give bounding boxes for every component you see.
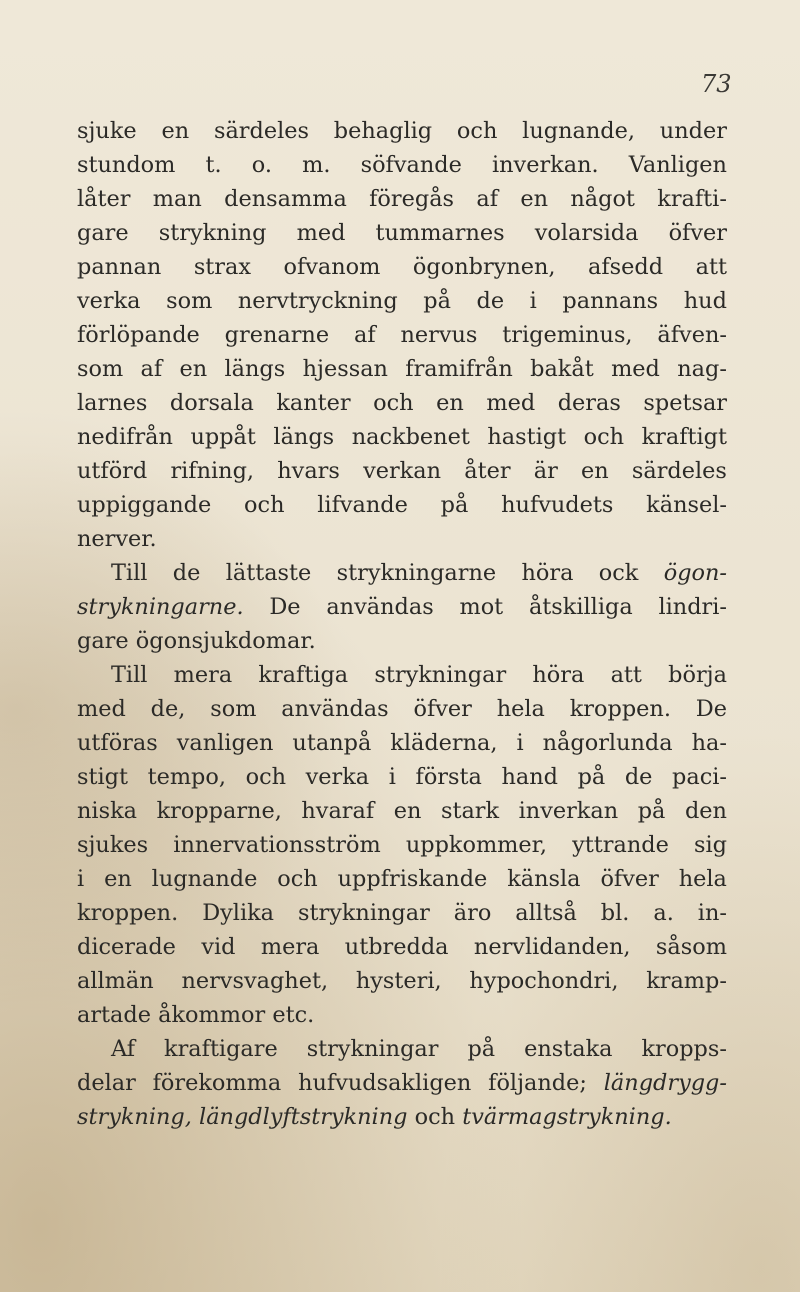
word: densamma: [224, 186, 347, 212]
word: ock: [598, 560, 639, 586]
text-line: [77, 454, 727, 488]
word: rifning,: [170, 458, 255, 484]
word: kläderna,: [390, 730, 498, 756]
word: som: [166, 288, 213, 314]
word: under: [659, 118, 727, 144]
word: förlöpande: [77, 322, 200, 348]
word: och: [456, 118, 498, 144]
word: på: [423, 288, 451, 314]
word: särdeles: [213, 118, 309, 144]
text-line: [77, 760, 727, 794]
word: etc.: [272, 1002, 315, 1028]
word: strykning: [158, 220, 267, 246]
word: åkommor: [158, 1002, 266, 1028]
word: strykningarne.: [77, 594, 244, 620]
word: på: [467, 1036, 496, 1062]
word: med: [486, 390, 536, 416]
word: dicerade: [77, 934, 176, 960]
word: hypochondri,: [469, 968, 619, 994]
word: lättaste: [225, 560, 312, 586]
word: bl.: [600, 900, 630, 926]
word: vanligen: [176, 730, 274, 756]
word: är: [533, 458, 558, 484]
text-line: [77, 284, 727, 318]
word: hjessan: [302, 356, 388, 382]
text-line: [77, 488, 727, 522]
word: en: [393, 798, 422, 824]
word: ögonsjukdomar.: [135, 628, 316, 654]
word: Af: [111, 1036, 136, 1062]
word: de,: [150, 696, 186, 722]
word: de: [624, 764, 653, 790]
word: utanpå: [292, 730, 372, 756]
word: i: [516, 730, 524, 756]
word: låter: [77, 186, 131, 212]
text-line: [77, 658, 727, 692]
word: särdeles: [631, 458, 727, 484]
word: uppåt: [190, 424, 256, 450]
word: höra: [521, 560, 574, 586]
word: tvärmagstrykning.: [462, 1104, 672, 1130]
word: a.: [653, 900, 674, 926]
word: nervtryckning: [237, 288, 398, 314]
word: strykningar: [306, 1036, 439, 1062]
word: längs: [273, 424, 335, 450]
word: lindri-: [658, 594, 727, 620]
word: sig: [693, 832, 727, 858]
word: De: [695, 696, 727, 722]
word: strykningar: [374, 662, 507, 688]
word: äfven-: [657, 322, 727, 348]
word: inverkan: [518, 798, 619, 824]
word: strykning,: [77, 1104, 192, 1130]
word: nervlidanden,: [473, 934, 631, 960]
word: pannan: [77, 254, 162, 280]
word: i: [77, 866, 85, 892]
text-line: [77, 1066, 727, 1100]
word: nerver.: [77, 526, 157, 552]
word: strykningar: [298, 900, 430, 926]
word: stundom: [77, 152, 176, 178]
word: verkan: [363, 458, 442, 484]
text-line: [77, 1100, 727, 1134]
word: Till: [111, 560, 148, 586]
word: af: [140, 356, 163, 382]
word: hud: [683, 288, 727, 314]
word: enstaka: [524, 1036, 613, 1062]
word: och: [245, 764, 287, 790]
word: m.: [302, 152, 331, 178]
word: såsom: [655, 934, 727, 960]
word: verka: [77, 288, 141, 314]
text-line: [77, 624, 727, 658]
word: mera: [260, 934, 320, 960]
text-line: [77, 896, 727, 930]
word: en: [520, 186, 549, 212]
word: ofvanom: [283, 254, 381, 280]
word: en: [104, 866, 132, 892]
text-line: [77, 556, 727, 590]
text-line: [77, 250, 727, 284]
word: som: [210, 696, 257, 722]
word: längdrygg-: [603, 1070, 727, 1096]
word: öfver: [413, 696, 472, 722]
word: nedifrån: [77, 424, 173, 450]
word: mot: [459, 594, 504, 620]
text-line: [77, 216, 727, 250]
word: larnes: [77, 390, 148, 416]
word: framifrån: [405, 356, 513, 382]
word: ögonbrynen,: [412, 254, 556, 280]
word: hastigt: [487, 424, 567, 450]
word: en: [436, 390, 464, 416]
word: strax: [193, 254, 251, 280]
word: känsel-: [646, 492, 727, 518]
text-line: [77, 148, 727, 182]
word: kraftiga: [258, 662, 349, 688]
word: spetsar: [643, 390, 727, 416]
text-line: [77, 114, 727, 148]
word: någorlunda: [542, 730, 673, 756]
word: hand: [501, 764, 558, 790]
body-text: [77, 114, 727, 1134]
word: en: [161, 118, 190, 144]
text-line: [77, 420, 727, 454]
word: volarsida: [534, 220, 639, 246]
word: de: [172, 560, 201, 586]
word: delar: [77, 1070, 136, 1096]
word: hvars: [277, 458, 340, 484]
word: vid: [201, 934, 236, 960]
word: strykningarne: [336, 560, 497, 586]
word: med: [77, 696, 126, 722]
word: hufvudsakligen: [298, 1070, 472, 1096]
word: första: [415, 764, 482, 790]
word: Till: [111, 662, 148, 688]
word: på: [440, 492, 469, 518]
word: nervus: [400, 322, 478, 348]
word: uppkommer,: [405, 832, 548, 858]
word: hysteri,: [355, 968, 442, 994]
word: hela: [496, 696, 545, 722]
word: öfver: [600, 866, 659, 892]
word: tummarnes: [375, 220, 505, 246]
text-line: [77, 828, 727, 862]
word: söfvande: [360, 152, 462, 178]
word: i: [388, 764, 396, 790]
word: börja: [668, 662, 727, 688]
word: inverkan.: [491, 152, 599, 178]
word: förekomma: [152, 1070, 282, 1096]
word: som: [77, 356, 124, 382]
text-line: [77, 794, 727, 828]
word: och: [277, 866, 318, 892]
word: innervationsström: [173, 832, 381, 858]
word: afsedd: [588, 254, 664, 280]
word: kropps-: [641, 1036, 727, 1062]
word: föregås: [369, 186, 455, 212]
word: Vanligen: [628, 152, 727, 178]
word: utföras: [77, 730, 158, 756]
word: sjuke: [77, 118, 137, 144]
word: yttrande: [572, 832, 669, 858]
word: hela: [678, 866, 727, 892]
word: allmän: [77, 968, 154, 994]
word: krafti-: [657, 186, 727, 212]
word: man: [152, 186, 202, 212]
word: De: [269, 594, 301, 620]
word: deras: [557, 390, 621, 416]
word: alltså: [515, 900, 577, 926]
word: en: [581, 458, 609, 484]
word: användas: [281, 696, 389, 722]
word: uppiggande: [77, 492, 212, 518]
text-line: [77, 726, 727, 760]
word: bakåt: [530, 356, 594, 382]
text-line: [77, 862, 727, 896]
word: att: [610, 662, 642, 688]
page-number: 73: [701, 70, 732, 98]
text-line: [77, 386, 727, 420]
word: och: [244, 492, 285, 518]
word: ögon-: [663, 560, 727, 586]
word: och: [373, 390, 414, 416]
word: höra: [532, 662, 585, 688]
word: utförd: [77, 458, 148, 484]
word: och: [414, 1104, 456, 1130]
word: t.: [205, 152, 222, 178]
word: åter: [464, 458, 511, 484]
text-line: [77, 318, 727, 352]
word: kraftigt: [641, 424, 727, 450]
word: utbredda: [344, 934, 449, 960]
word: något: [570, 186, 635, 212]
text-line: [77, 964, 727, 998]
word: in-: [697, 900, 727, 926]
word: användas: [326, 594, 434, 620]
word: gare: [77, 220, 129, 246]
word: stigt: [77, 764, 128, 790]
word: med: [611, 356, 660, 382]
word: längdlyftstrykning: [199, 1104, 408, 1130]
word: i: [529, 288, 537, 314]
word: kanter: [276, 390, 351, 416]
word: ha-: [691, 730, 727, 756]
word: paci-: [672, 764, 727, 790]
word: lugnande: [151, 866, 258, 892]
word: pannans: [562, 288, 659, 314]
word: mera: [173, 662, 233, 688]
text-line: [77, 930, 727, 964]
text-line: [77, 998, 727, 1032]
word: kropparne,: [156, 798, 282, 824]
word: tempo,: [147, 764, 226, 790]
word: nervsvaghet,: [181, 968, 329, 994]
word: lifvande: [317, 492, 408, 518]
word: åtskilliga: [528, 594, 633, 620]
word: känsla: [507, 866, 581, 892]
text-line: [77, 352, 727, 386]
word: lugnande,: [522, 118, 635, 144]
word: nag-: [677, 356, 727, 382]
word: hufvudets: [501, 492, 614, 518]
word: uppfriskande: [337, 866, 488, 892]
word: de: [476, 288, 505, 314]
word: att: [695, 254, 727, 280]
text-line: [77, 590, 727, 624]
word: behaglig: [333, 118, 433, 144]
word: grenarne: [224, 322, 330, 348]
word: kroppen.: [569, 696, 671, 722]
word: kroppen.: [77, 900, 179, 926]
text-line: [77, 522, 727, 556]
word: på: [577, 764, 606, 790]
word: med: [296, 220, 346, 246]
text-line: [77, 1032, 727, 1066]
word: dorsala: [169, 390, 254, 416]
word: öfver: [668, 220, 727, 246]
word: en: [179, 356, 208, 382]
word: nackbenet: [351, 424, 470, 450]
word: och: [583, 424, 625, 450]
word: o.: [251, 152, 272, 178]
word: verka: [305, 764, 370, 790]
word: hvaraf: [301, 798, 375, 824]
word: sjukes: [77, 832, 149, 858]
word: af: [353, 322, 376, 348]
text-line: [77, 692, 727, 726]
word: längs: [224, 356, 286, 382]
word: niska: [77, 798, 137, 824]
word: äro: [453, 900, 492, 926]
word: gare: [77, 628, 129, 654]
word: den: [684, 798, 727, 824]
word: af: [476, 186, 499, 212]
word: Dylika: [202, 900, 275, 926]
word: stark: [440, 798, 500, 824]
word: trigeminus,: [502, 322, 633, 348]
text-line: [77, 182, 727, 216]
word: följande;: [488, 1070, 587, 1096]
word: kraftigare: [164, 1036, 278, 1062]
word: kramp-: [646, 968, 727, 994]
word: artade: [77, 1002, 151, 1028]
word: på: [637, 798, 666, 824]
